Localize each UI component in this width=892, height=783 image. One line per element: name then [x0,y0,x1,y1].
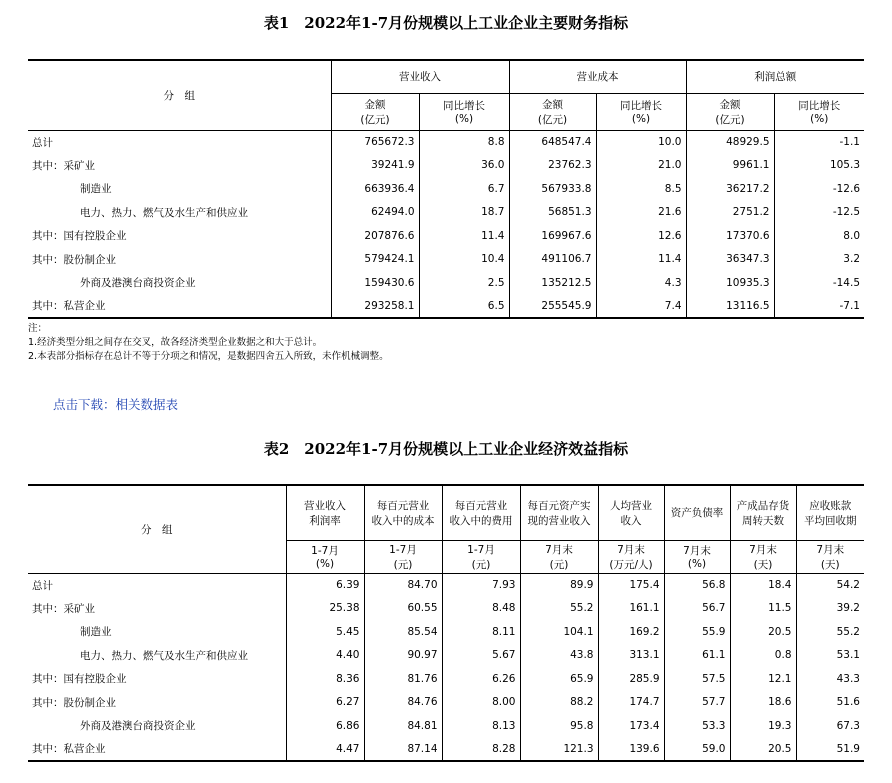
cell-value: -12.5 [774,201,864,225]
cell-value: 159430.6 [331,271,419,295]
cell-value: 0.8 [730,644,796,668]
cell-value: 8.0 [774,224,864,248]
cell-value: 43.3 [796,667,864,691]
row-label: 其中：采矿业 [32,159,95,172]
cell-value: 6.86 [286,714,364,738]
table-row [28,224,864,248]
cell-value: 55.9 [664,620,730,644]
cell-value: 10935.3 [686,271,774,295]
table-row [28,177,864,201]
header-line: 同比增长 [443,100,485,112]
cell-value: 11.4 [596,248,686,272]
sub-header [442,540,520,573]
cell-value: 53.1 [796,644,864,668]
table-row [28,573,864,597]
table-row [28,597,864,621]
cell-value: 174.7 [598,691,664,715]
cell-value: 95.8 [520,714,598,738]
cell-value: 6.5 [419,295,509,319]
note-item: 1.经济类型分组之间存在交叉，故各经济类型企业数据之和大于总计。 [28,337,323,348]
cell-value: 8.5 [596,177,686,201]
table1-title: 表1 2022年1-7月份规模以上工业企业主要财务指标 [263,14,629,32]
table-row [28,691,864,715]
cell-value: -12.6 [774,177,864,201]
cell-value: 8.13 [442,714,520,738]
cell-value: 169.2 [598,620,664,644]
header-line: 资产负债率 [670,507,724,520]
cell-value: 7.4 [596,295,686,319]
col-group-revenue: 营业收入 [331,60,509,93]
cell-value: 87.14 [364,738,442,762]
cell-value: 53.3 [664,714,730,738]
header-unit: (%) [454,113,474,125]
header-line: 同比增长 [798,100,841,112]
cell-value: 2751.2 [686,201,774,225]
cell-value: 105.3 [774,154,864,178]
header-unit: (元) [549,558,569,571]
table-row [28,644,864,668]
cell-value: 90.97 [364,644,442,668]
table-row [28,667,864,691]
table-row [28,714,864,738]
sub-header [686,93,774,130]
cell-value: 12.1 [730,667,796,691]
table-row [28,738,864,762]
cell-value: 491106.7 [509,248,596,272]
header-line: 7月末 [545,543,573,556]
cell-value: 51.9 [796,738,864,762]
header-unit: 平均回收期 [804,514,857,527]
header-unit: 利润率 [309,514,341,527]
financial-indicators-table [28,59,864,319]
cell-value: 19.3 [730,714,796,738]
header-line: 同比增长 [620,100,662,112]
cell-value: 10.4 [419,248,509,272]
cell-value: 13116.5 [686,295,774,319]
cell-value: 60.55 [364,597,442,621]
column-header [520,485,598,540]
cell-value: 175.4 [598,573,664,597]
cell-value: 20.5 [730,620,796,644]
note-item: 2.本表部分指标存在总计不等于分项之和情况，是数据四舍五入所致，未作机械调整。 [28,351,389,362]
efficiency-indicators-table [28,484,864,762]
cell-value: 293258.1 [331,295,419,319]
cell-value: 56.8 [664,573,730,597]
cell-value: 85.54 [364,620,442,644]
table-row [28,271,864,295]
header-line: 应收账款 [809,499,852,512]
row-label: 其中：股份制企业 [32,696,116,709]
header-unit: (元) [471,558,491,571]
cell-value: 21.0 [596,154,686,178]
table-row [28,130,864,154]
header-line: 每百元营业 [376,499,430,512]
header-line: 营业收入 [304,499,346,512]
header-line: 1-7月 [311,545,339,557]
header-unit: (%) [687,558,707,570]
cell-value: 567933.8 [509,177,596,201]
cell-value: 4.3 [596,271,686,295]
cell-value: 18.6 [730,691,796,715]
row-label: 外商及港澳台商投资企业 [80,720,196,733]
header-line: 7月末 [683,545,711,557]
download-link[interactable]: 点击下载：相关数据表 [53,397,179,412]
cell-value: 67.3 [796,714,864,738]
sub-header [596,93,686,130]
header-unit: (万元/人) [609,558,653,571]
cell-value: 8.11 [442,620,520,644]
cell-value: 173.4 [598,714,664,738]
header-unit: (%) [810,113,829,125]
cell-value: 57.5 [664,667,730,691]
cell-value: 18.7 [419,201,509,225]
header-unit: (%) [631,113,651,125]
header-line: 7月末 [617,543,645,556]
header-line: 7月末 [816,543,845,556]
cell-value: 36217.2 [686,177,774,201]
cell-value: -7.1 [774,295,864,319]
cell-value: 84.70 [364,573,442,597]
header-unit: 现的营业收入 [527,514,591,527]
cell-value: 9961.1 [686,154,774,178]
header-line: 每百元营业 [454,499,508,512]
row-label: 电力、热力、燃气及水生产和供应业 [80,206,248,219]
cell-value: 3.2 [774,248,864,272]
header-line: 产成品存货 [736,499,790,512]
cell-value: 7.93 [442,573,520,597]
table-row [28,154,864,178]
column-header [730,485,796,540]
cell-value: 169967.6 [509,224,596,248]
cell-value: 161.1 [598,597,664,621]
cell-value: 8.28 [442,738,520,762]
header-line: 1-7月 [389,543,417,556]
cell-value: 89.9 [520,573,598,597]
cell-value: 10.0 [596,130,686,154]
cell-value: 135212.5 [509,271,596,295]
cell-value: 81.76 [364,667,442,691]
header-unit: 周转天数 [742,514,784,527]
header-line: 1-7月 [467,543,495,556]
col-group-profit: 利润总额 [686,60,864,93]
sub-header [520,540,598,573]
cell-value: 36347.3 [686,248,774,272]
cell-value: 61.1 [664,644,730,668]
cell-value: -14.5 [774,271,864,295]
cell-value: 285.9 [598,667,664,691]
cell-value: 6.39 [286,573,364,597]
cell-value: 55.2 [520,597,598,621]
sub-header [331,93,419,130]
cell-value: 255545.9 [509,295,596,319]
cell-value: 62494.0 [331,201,419,225]
table-row [28,620,864,644]
cell-value: 8.00 [442,691,520,715]
cell-value: 663936.4 [331,177,419,201]
table-row [28,201,864,225]
header-line: 每百元资产实 [527,499,591,512]
cell-value: 11.4 [419,224,509,248]
cell-value: 39.2 [796,597,864,621]
cell-value: 48929.5 [686,130,774,154]
header-line: 人均营业 [610,499,652,512]
column-header [286,485,364,540]
sub-header [774,93,864,130]
sub-header [796,540,864,573]
cell-value: 56.7 [664,597,730,621]
cell-value: 648547.4 [509,130,596,154]
sub-header [509,93,596,130]
cell-value: 6.27 [286,691,364,715]
table-notes [28,322,389,364]
cell-value: 8.36 [286,667,364,691]
column-header [664,485,730,540]
cell-value: 57.7 [664,691,730,715]
cell-value: 36.0 [419,154,509,178]
header-line: 金额 [719,98,741,111]
cell-value: 59.0 [664,738,730,762]
cell-value: 6.7 [419,177,509,201]
row-label: 其中：股份制企业 [32,253,116,266]
header-unit: (%) [315,558,335,570]
sub-header [598,540,664,573]
cell-value: 121.3 [520,738,598,762]
header-unit: (亿元) [360,113,390,126]
column-header [364,485,442,540]
row-label: 其中：私营企业 [28,295,331,319]
cell-value: 5.45 [286,620,364,644]
row-label: 总计 [32,136,53,149]
cell-value: 8.48 [442,597,520,621]
cell-value: 8.8 [419,130,509,154]
sub-header [286,540,364,573]
notes-heading: 注： [28,323,48,334]
cell-value: 12.6 [596,224,686,248]
cell-value: 84.76 [364,691,442,715]
row-label: 电力、热力、燃气及水生产和供应业 [80,649,248,662]
header-unit: (亿元) [537,113,568,126]
table2-title: 表2 2022年1-7月份规模以上工业企业经济效益指标 [263,440,629,458]
header-line: 7月末 [749,543,777,556]
cell-value: 2.5 [419,271,509,295]
header-unit: (元) [393,558,413,571]
cell-value: 139.6 [598,738,664,762]
cell-value: 6.26 [442,667,520,691]
cell-value: 21.6 [596,201,686,225]
group-header: 分 组 [28,485,286,573]
cell-value: 17370.6 [686,224,774,248]
row-label: 其中：国有控股企业 [32,673,127,686]
cell-value: 20.5 [730,738,796,762]
cell-value: 4.40 [286,644,364,668]
row-label: 外商及港澳台商投资企业 [80,277,196,290]
column-header [442,485,520,540]
cell-value: 25.38 [286,597,364,621]
table-row [28,295,864,319]
cell-value: 313.1 [598,644,664,668]
row-label: 总计 [32,579,53,592]
row-label: 制造业 [80,183,112,196]
sub-header [419,93,509,130]
cell-value: 65.9 [520,667,598,691]
cell-value: 88.2 [520,691,598,715]
column-header [796,485,864,540]
sub-header [664,540,730,573]
cell-value: 39241.9 [331,154,419,178]
header-unit: 收入中的成本 [371,514,435,527]
cell-value: 765672.3 [331,130,419,154]
cell-value: 51.6 [796,691,864,715]
cell-value: 18.4 [730,573,796,597]
cell-value: 207876.6 [331,224,419,248]
cell-value: -1.1 [774,130,864,154]
header-unit: 收入中的费用 [449,514,513,527]
col-group-cost: 营业成本 [509,60,686,93]
row-label: 其中：采矿业 [32,602,95,615]
cell-value: 5.67 [442,644,520,668]
header-line: 金额 [542,98,563,111]
row-label: 制造业 [80,626,112,639]
sub-header [364,540,442,573]
header-unit: (天) [820,558,840,571]
cell-value: 4.47 [286,738,364,762]
row-label: 其中：国有控股企业 [32,230,127,243]
header-unit: (天) [753,558,773,571]
cell-value: 55.2 [796,620,864,644]
cell-value: 23762.3 [509,154,596,178]
cell-value: 43.8 [520,644,598,668]
row-label: 其中：私营企业 [28,738,286,762]
cell-value: 104.1 [520,620,598,644]
cell-value: 56851.3 [509,201,596,225]
cell-value: 84.81 [364,714,442,738]
cell-value: 54.2 [796,573,864,597]
column-header [598,485,664,540]
cell-value: 579424.1 [331,248,419,272]
header-unit: (亿元) [715,113,745,126]
header-unit: 收入 [620,514,642,527]
header-line: 金额 [364,98,386,111]
group-header: 分 组 [28,60,331,130]
table-row [28,248,864,272]
cell-value: 11.5 [730,597,796,621]
sub-header [730,540,796,573]
